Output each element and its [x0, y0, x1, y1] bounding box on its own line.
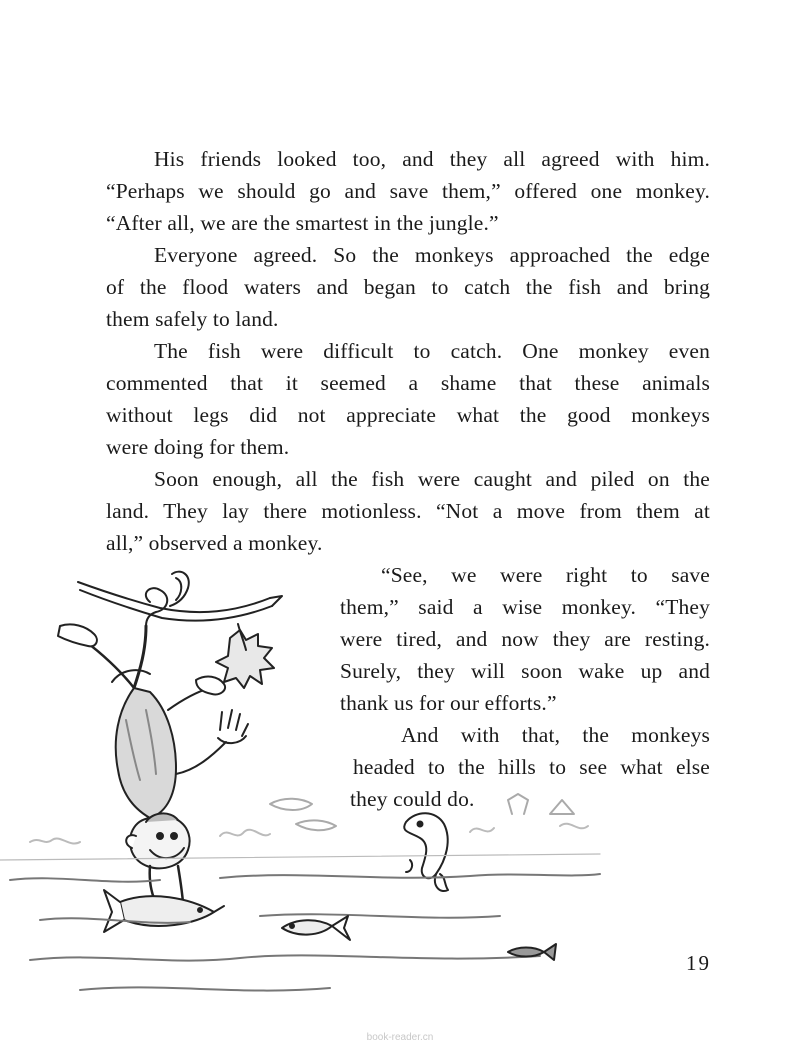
text-line: they could do. [350, 787, 475, 811]
branch-icon [78, 572, 282, 688]
text-line: Everyone agreed. So the monkeys approached the edge [154, 243, 710, 267]
text-line: commented that it seemed a shame that these animals [106, 371, 710, 395]
watermark: book-reader.cn [366, 1032, 434, 1043]
text-line: land. They lay there motionless. “Not a move from them at [106, 499, 710, 523]
text-line: Soon enough, all the fish were caught and piled on the [154, 467, 710, 491]
text-line: His friends looked too, and they all agreed with him. [154, 147, 710, 171]
text-line: them,” said a wise monkey. “They [340, 595, 710, 619]
text-line: thank us for our efforts.” [340, 691, 557, 715]
text-line: The fish were difficult to catch. One monkey even [154, 339, 710, 363]
jumping-fish-icon [404, 813, 448, 891]
fish-icon [104, 890, 224, 932]
monkey-holding-fish-illustration [0, 560, 620, 1000]
page-number: 19 [686, 951, 711, 975]
text-line: headed to the hills to see what else [353, 755, 710, 779]
text-line: all,” observed a monkey. [106, 531, 323, 555]
text-line: “Perhaps we should go and save them,” offered one monkey. [106, 179, 710, 203]
text-line: of the flood waters and began to catch the fish and bring [106, 275, 710, 299]
text-line: were doing for them. [106, 435, 290, 459]
swimming-fish-icon [282, 916, 350, 940]
text-line: Surely, they will soon wake up and [340, 659, 710, 683]
text-line: them safely to land. [106, 307, 279, 331]
text-line: were tired, and now they are resting. [340, 627, 710, 651]
text-line: without legs did not appreciate what the good monkeys [106, 403, 710, 427]
text-line: “See, we were right to save [381, 563, 710, 587]
text-line: “After all, we are the smartest in the jungle.” [106, 211, 499, 235]
text-line: And with that, the monkeys [401, 723, 710, 747]
